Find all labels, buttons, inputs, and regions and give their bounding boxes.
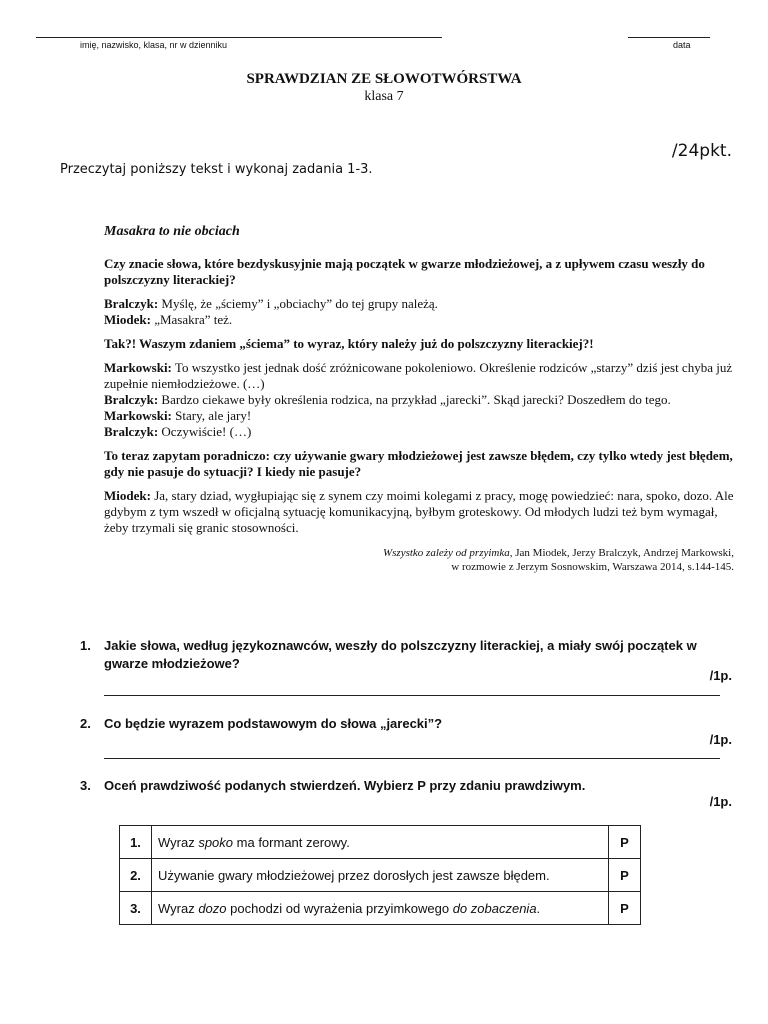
answer-text: To wszystko jest jednak dość zróżnicowane pokoleniowo. Określenie rodziców „starzy” dziś jest chyba już zupełnie niemłodzieżowe. (…) — [104, 360, 733, 391]
statement-cell — [152, 859, 609, 892]
answer-line — [104, 392, 734, 408]
speaker-name: Miodek: — [104, 488, 151, 503]
date-label: data — [673, 40, 691, 50]
statement-text: Wyraz — [158, 834, 199, 850]
article-title: Masakra to nie obciach — [104, 224, 240, 239]
task-2-answer-line[interactable] — [104, 758, 720, 759]
answer-text: Myślę, że „ściemy” i „obciachy” do tej grupy należą. — [158, 296, 438, 311]
table-row — [120, 892, 641, 925]
speaker-name: Markowski: — [104, 360, 172, 375]
instruction: Przeczytaj poniższy tekst i wykonaj zadania 1-3. — [60, 162, 373, 177]
article — [104, 224, 734, 574]
name-line — [36, 37, 442, 38]
row-number: 2. — [120, 859, 152, 892]
task-text: Jakie słowa, według językoznawców, weszły do polszczyzny literackiej, a miały swój początek w gwarze młodzieżowe? — [104, 638, 697, 671]
statement-emphasis: dozo — [198, 900, 227, 916]
task-1-answer-line[interactable] — [104, 695, 720, 696]
statement-text: Wyraz — [158, 900, 199, 916]
task-2 — [80, 715, 732, 733]
answer-text: „Masakra” też. — [150, 312, 233, 327]
task-number: 1. — [80, 638, 91, 653]
statement-text: ma formant zerowy. — [233, 834, 350, 850]
name-label: imię, nazwisko, klasa, nr w dzienniku — [80, 40, 228, 50]
statement-cell — [152, 826, 609, 859]
statement-text: Używanie gwary młodzieżowej przez dorosłych jest zawsze błędem. — [158, 867, 550, 883]
task-number: 3. — [80, 778, 91, 793]
speaker-name: Bralczyk: — [104, 392, 159, 407]
page-subtitle: klasa 7 — [364, 89, 404, 104]
row-number: 3. — [120, 892, 152, 925]
task-text: Co będzie wyrazem podstawowym do słowa „jarecki”? — [104, 716, 443, 731]
task-3-points: /1p. — [709, 794, 732, 809]
answer-text: Ja, stary dziad, wygłupiając się z synem czy moimi kolegami z pracy, mogę powiedzieć: nara, spoko, dozo. Ale gdybym z tym wszedł w oficjalną sytuację komunikacyjną, byłbym groteskowy. Od młodych ludzi też bym wymagał, żeby trzymali się granic stosowności. — [104, 488, 734, 535]
total-points: /24pkt. — [671, 141, 732, 161]
answer-line — [104, 488, 734, 536]
answer-text: Stary, ale jary! — [171, 408, 252, 423]
statement-text: pochodzi od wyrażenia przyimkowego — [226, 900, 453, 916]
task-number: 2. — [80, 716, 91, 731]
answer-text: Bardzo ciekawe były określenia rodzica, na przykład „jarecki”. Skąd jarecki? Doszedłem do tego. — [158, 392, 671, 407]
speaker-name: Bralczyk: — [104, 296, 159, 311]
statements-table — [119, 825, 641, 925]
answer-mark[interactable]: P — [609, 826, 641, 859]
answer-mark[interactable]: P — [609, 859, 641, 892]
article-source — [104, 546, 734, 574]
answer-line — [104, 408, 734, 424]
question-3: To teraz zapytam poradniczo: czy używanie gwary młodzieżowej jest zawsze błędem, czy tylko wtedy jest błędem, gdy nie pasuje do sytuacji? I kiedy nie pasuje? — [104, 448, 733, 479]
statement-cell — [152, 892, 609, 925]
statement-text: . — [536, 900, 541, 916]
statement-emphasis: do zobaczenia — [452, 900, 537, 916]
task-1 — [80, 637, 732, 673]
source-line-2: w rozmowie z Jerzym Sosnowskim, Warszawa 2014, s.144-145. — [451, 561, 734, 573]
answer-line — [104, 360, 734, 392]
speaker-name: Bralczyk: — [104, 424, 159, 439]
answer-text: Oczywiście! (…) — [158, 424, 252, 439]
task-text: Oceń prawdziwość podanych stwierdzeń. Wybierz P przy zdaniu prawdziwym. — [104, 778, 586, 793]
table-row — [120, 826, 641, 859]
speaker-name: Markowski: — [104, 408, 172, 423]
answer-line — [104, 424, 734, 440]
task-1-points: /1p. — [709, 668, 732, 683]
answer-line — [104, 296, 734, 312]
question-2: Tak?! Waszym zdaniem „ściema” to wyraz, który należy już do polszczyzny literackiej?! — [104, 336, 594, 351]
task-3 — [80, 777, 732, 795]
statement-emphasis: spoko — [198, 834, 234, 850]
page-title: SPRAWDZIAN ZE SŁOWOTWÓRSTWA — [246, 71, 522, 87]
answer-mark[interactable]: P — [609, 892, 641, 925]
answer-line — [104, 312, 734, 328]
source-authors: , Jan Miodek, Jerzy Bralczyk, Andrzej Markowski, — [509, 547, 734, 559]
row-number: 1. — [120, 826, 152, 859]
speaker-name: Miodek: — [104, 312, 151, 327]
question-1: Czy znacie słowa, które bezdyskusyjnie mają początek w gwarze młodzieżowej, a z upływem czasu weszły do polszczyzny literackiej? — [104, 256, 705, 287]
source-book: Wszystko zależy od przyimka — [382, 547, 510, 559]
date-line — [628, 37, 710, 38]
table-row — [120, 859, 641, 892]
task-2-points: /1p. — [709, 732, 732, 747]
